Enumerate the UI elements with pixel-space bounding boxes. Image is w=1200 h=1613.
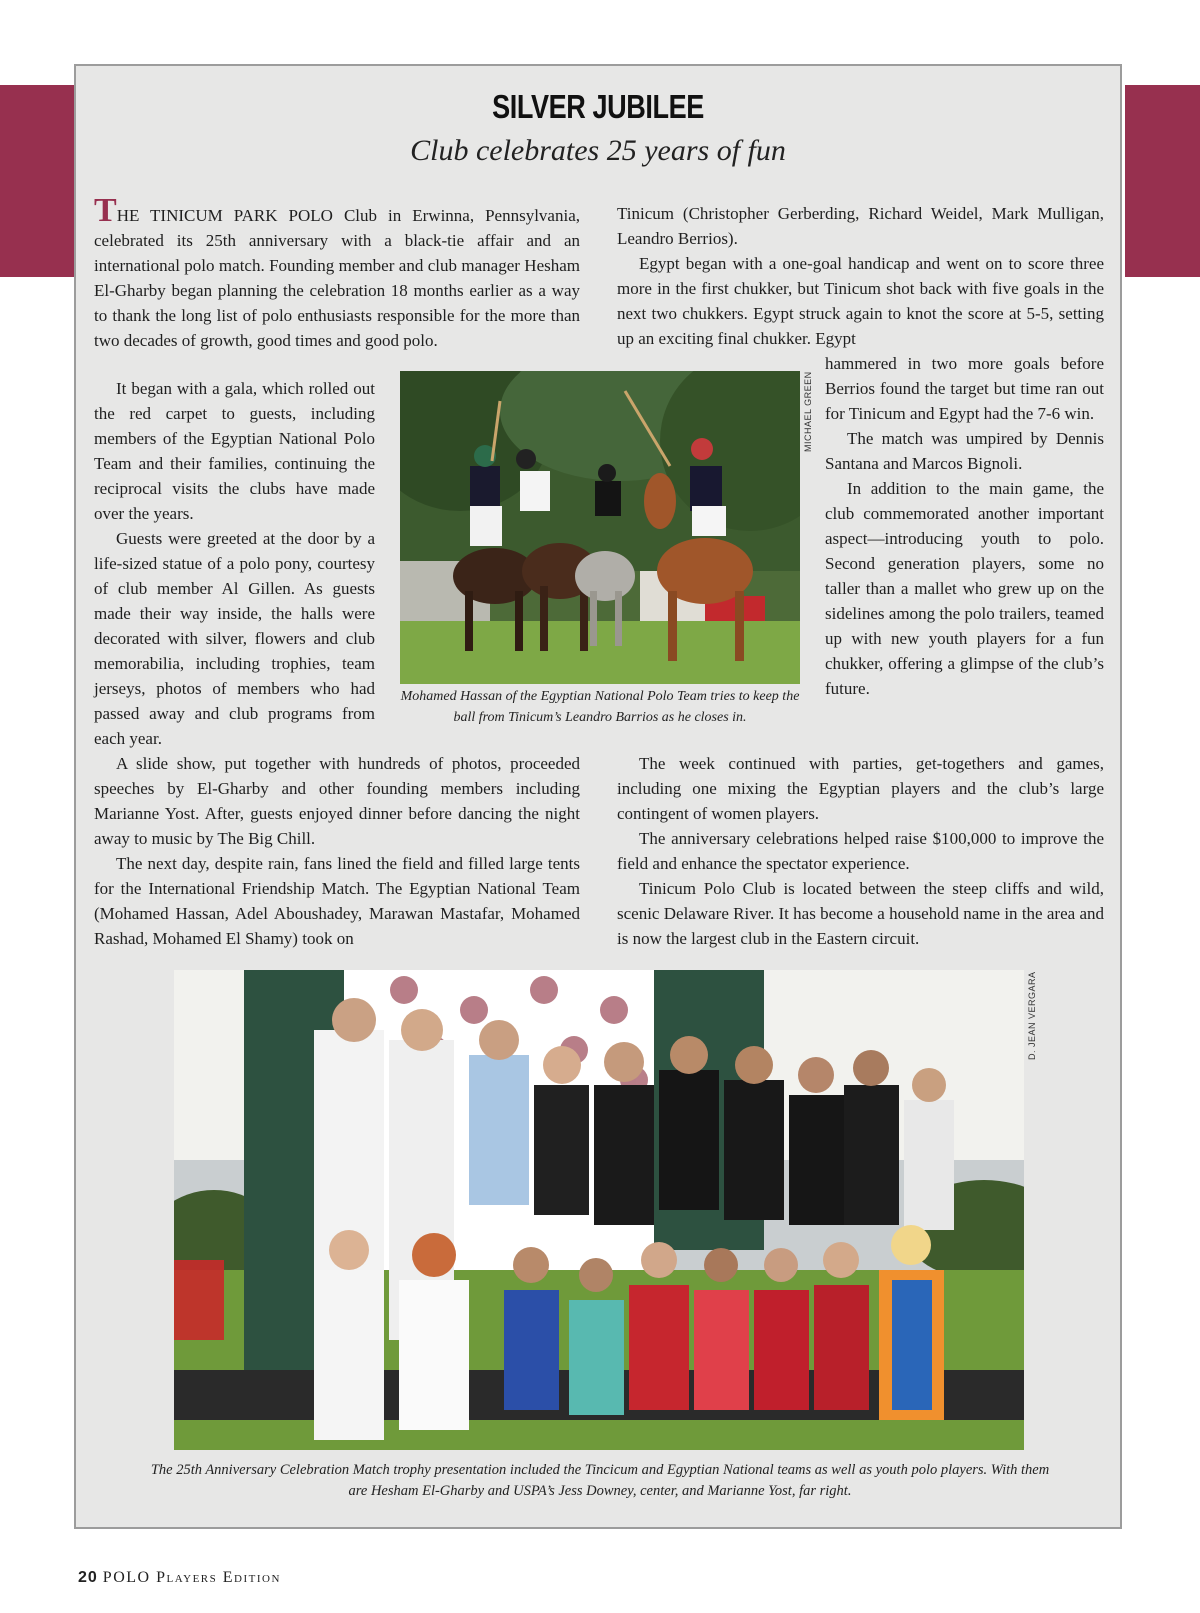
photo-credit: MICHAEL GREEN	[803, 371, 813, 452]
paragraph: The week continued with parties, get-togethers and games, including one mixing the Egyptian players and the club’s large contingent of women players.	[617, 754, 1104, 823]
paragraph: Tinicum Polo Club is located between the steep cliffs and wild, scenic Delaware River. It has become a household name in the area and is now the largest club in the Eastern circuit.	[617, 879, 1104, 948]
accent-band-right	[1125, 85, 1200, 277]
article-column-2-top	[617, 201, 1104, 351]
paragraph	[94, 192, 580, 353]
paragraph: In addition to the main game, the club commemorated another important aspect—introducing youth to polo. Second generation players, some no taller than a mallet who grew up on the sidelines among the polo trailers, teamed up with new youth players for a fun chukker, offering a glimpse of the club’s future.	[825, 479, 1104, 698]
publication-name: POLO Players Edition	[102, 1569, 281, 1586]
article-column-2-narrow	[825, 351, 1104, 701]
lead-in: HE TINICUM PARK POLO	[116, 206, 333, 225]
photo-caption: Mohamed Hassan of the Egyptian National Polo Team tries to keep the ball from Tinicum’s Leandro Barrios as he closes in.	[400, 689, 800, 725]
paragraph: A slide show, put together with hundreds of photos, proceeded speeches by El-Gharby and other founding members including Marianne Yost. After, guests enjoyed dinner before dancing the night away to music by The Big Chill.	[94, 754, 580, 848]
photo-caption: The 25th Anniversary Celebration Match trophy presentation included the Tincicum and Egyptian National teams as well as youth polo players. With them are Hesham El-Gharby and USPA’s Jess Downey, center, and Marianne Yost, far right.	[150, 1462, 1050, 1499]
drop-cap: T	[94, 192, 117, 229]
photo-credit: D. JEAN VERGARA	[1027, 971, 1037, 1060]
deck: Club celebrates 25 years of fun	[410, 134, 786, 167]
paragraph: The next day, despite rain, fans lined the field and filled large tents for the International Friendship Match. The Egyptian National Team (Mohamed Hassan, Adel Aboushadey, Marawan Mastafar, Mohamed Rashad, Mohamed El Shamy) took on	[94, 854, 580, 948]
paragraph: hammered in two more goals before Berrios found the target but time ran out for Tinicum and Egypt had the 7-6 win.	[825, 354, 1104, 423]
article-column-1-narrow	[94, 376, 375, 751]
paragraph: The anniversary celebrations helped raise $100,000 to improve the field and enhance the spectator experience.	[617, 829, 1104, 873]
article-column-1-bottom	[94, 751, 580, 951]
page-folio	[78, 1569, 281, 1587]
page-number: 20	[78, 1569, 98, 1586]
polo-match-illustration	[400, 371, 800, 684]
paragraph-text: Club in Erwinna, Pennsylvania, celebrated its 25th anniversary with a black-tie affair and an international polo match. Founding member and club manager Hesham El-Gharby began planning the celebration 18 months earlier as a way to thank the long list of polo enthusiasts responsible for the more than two decades of growth, good times and good polo.	[94, 206, 580, 350]
polo-match-photo	[400, 371, 800, 684]
paragraph: Guests were greeted at the door by a life-sized statue of a polo pony, courtesy of club member Al Gillen. As guests made their way inside, the halls were decorated with silver, flowers and club memorabilia, including trophies, team jerseys, photos of members who had passed away and club programs from each year.	[94, 529, 375, 748]
article-column-2-bottom	[617, 751, 1104, 951]
headline: SILVER JUBILEE	[492, 88, 704, 125]
paragraph: Egypt began with a one-goal handicap and went on to score three more in the first chukker, but Tinicum shot back with five goals in the next two chukkers. Egypt struck again to knot the score at 5-5, setting up an exciting final chukker. Egypt	[617, 254, 1104, 348]
trophy-presentation-photo	[174, 970, 1024, 1450]
paragraph: It began with a gala, which rolled out the red carpet to guests, including members of the Egyptian National Polo Team and their families, continuing the reciprocal visits the clubs have made over the years.	[94, 379, 375, 523]
accent-band-left	[0, 85, 75, 277]
group-photo-illustration	[174, 970, 1024, 1450]
paragraph: The match was umpired by Dennis Santana and Marcos Bignoli.	[825, 429, 1104, 473]
paragraph: Tinicum (Christopher Gerberding, Richard Weidel, Mark Mulligan, Leandro Berrios).	[617, 204, 1104, 248]
article-column-1-top	[94, 192, 580, 353]
